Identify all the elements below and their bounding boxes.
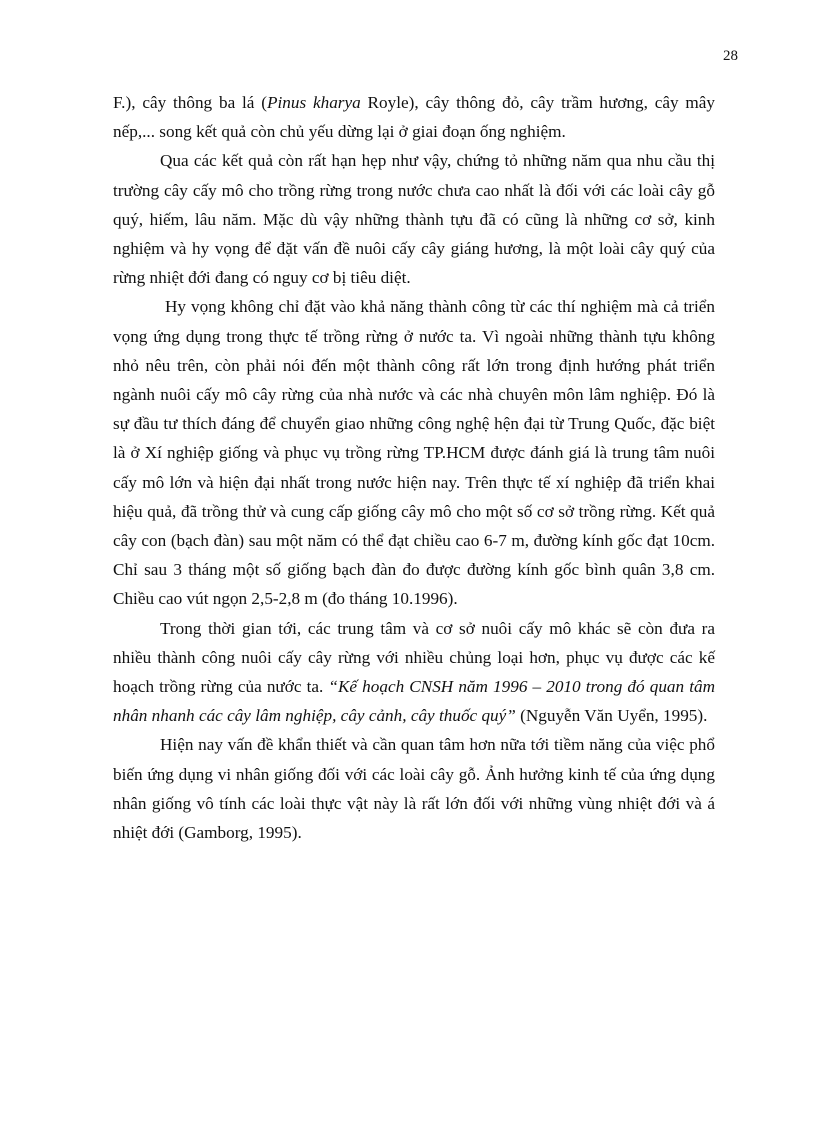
paragraph-4 <box>113 614 715 731</box>
paragraph-1-text-a: F.), cây thông ba lá ( <box>113 93 267 112</box>
species-name-italic: Pinus kharya <box>267 93 361 112</box>
paragraph-1-text-b: Royle), cây thông đỏ, cây trầm hương, cây mây nếp,... song kết quả còn chủ yếu dừng lại ở giai đoạn ống nghiệm. <box>113 93 715 142</box>
paragraph-3: Hy vọng không chỉ đặt vào khả năng thành công từ các thí nghiệm mà cả triển vọng ứng dụng trong thực tế trồng rừng ở nước ta. Vì ngoài những thành tựu không nhỏ nêu trên, còn phải nói đến một thành công rất lớn trong định hướng phát triển ngành nuôi cấy mô cây rừng của nhà nước và các nhà chuyên môn lâm nghiệp. Đó là sự đầu tư thích đáng để chuyển giao những công nghệ hện đại từ Trung Quốc, đặc biệt là ở Xí nghiệp giống và phục vụ trồng rừng TP.HCM được đánh giá là trung tâm nuôi cấy mô lớn và hiện đại nhất trong nước hiện nay. Trên thực tế xí nghiệp đã triển khai hiệu quả, đã trồng thử và cung cấp giống cây mô cho một số cơ sở trồng rừng. Kết quả cây con (bạch đàn) sau một năm có thể đạt chiều cao 6-7 m, đường kính gốc đạt 10cm. Chỉ sau 3 tháng một số giống bạch đàn đo được đường kính gốc bình quân 3,8 cm. Chiều cao vút ngọn 2,5-2,8 m (đo tháng 10.1996). <box>113 297 715 609</box>
page-number: 28 <box>723 48 738 64</box>
paragraph-5: Hiện nay vấn đề khẩn thiết và cần quan tâm hơn nữa tới tiềm năng của việc phổ biến ứng dụng vi nhân giống đối với các loài cây gỗ. Ảnh hưởng kinh tế của ứng dụng nhân giống vô tính các loài thực vật này là rất lớn đối với những vùng nhiệt đới và á nhiệt đới (Gamborg, 1995). <box>113 735 715 843</box>
body-text <box>113 88 715 847</box>
paragraph-2: Qua các kết quả còn rất hạn hẹp như vậy, chứng tỏ những năm qua nhu cầu thị trường cây cấy mô cho trồng rừng trong nước chưa cao nhất là đối với các loài cây gỗ quý, hiếm, lâu năm. Mặc dù vậy những thành tựu đã có cũng là những cơ sở, kinh nghiệm và hy vọng để đặt vấn đề nuôi cấy cây giáng hương, là một loài cây quý của rừng nhiệt đới đang có nguy cơ bị tiêu diệt. <box>113 151 715 288</box>
paragraph-1 <box>113 88 715 146</box>
paragraph-4-text-a: Trong thời gian tới, các trung tâm và cơ sở nuôi cấy mô khác sẽ còn đưa ra nhiều thành công nuôi cấy cây rừng với nhiều chủng loại hơn, phục vụ được các kế hoạch trồng rừng của nước ta. <box>113 618 715 697</box>
quoted-plan-italic: “Kế hoạch CNSH năm 1996 – 2010 trong đó quan tâm nhân nhanh các cây lâm nghiệp, cây cảnh, cây thuốc quý” <box>113 677 716 726</box>
paragraph-4-citation: (Nguyễn Văn Uyển, 1995). <box>515 706 708 726</box>
